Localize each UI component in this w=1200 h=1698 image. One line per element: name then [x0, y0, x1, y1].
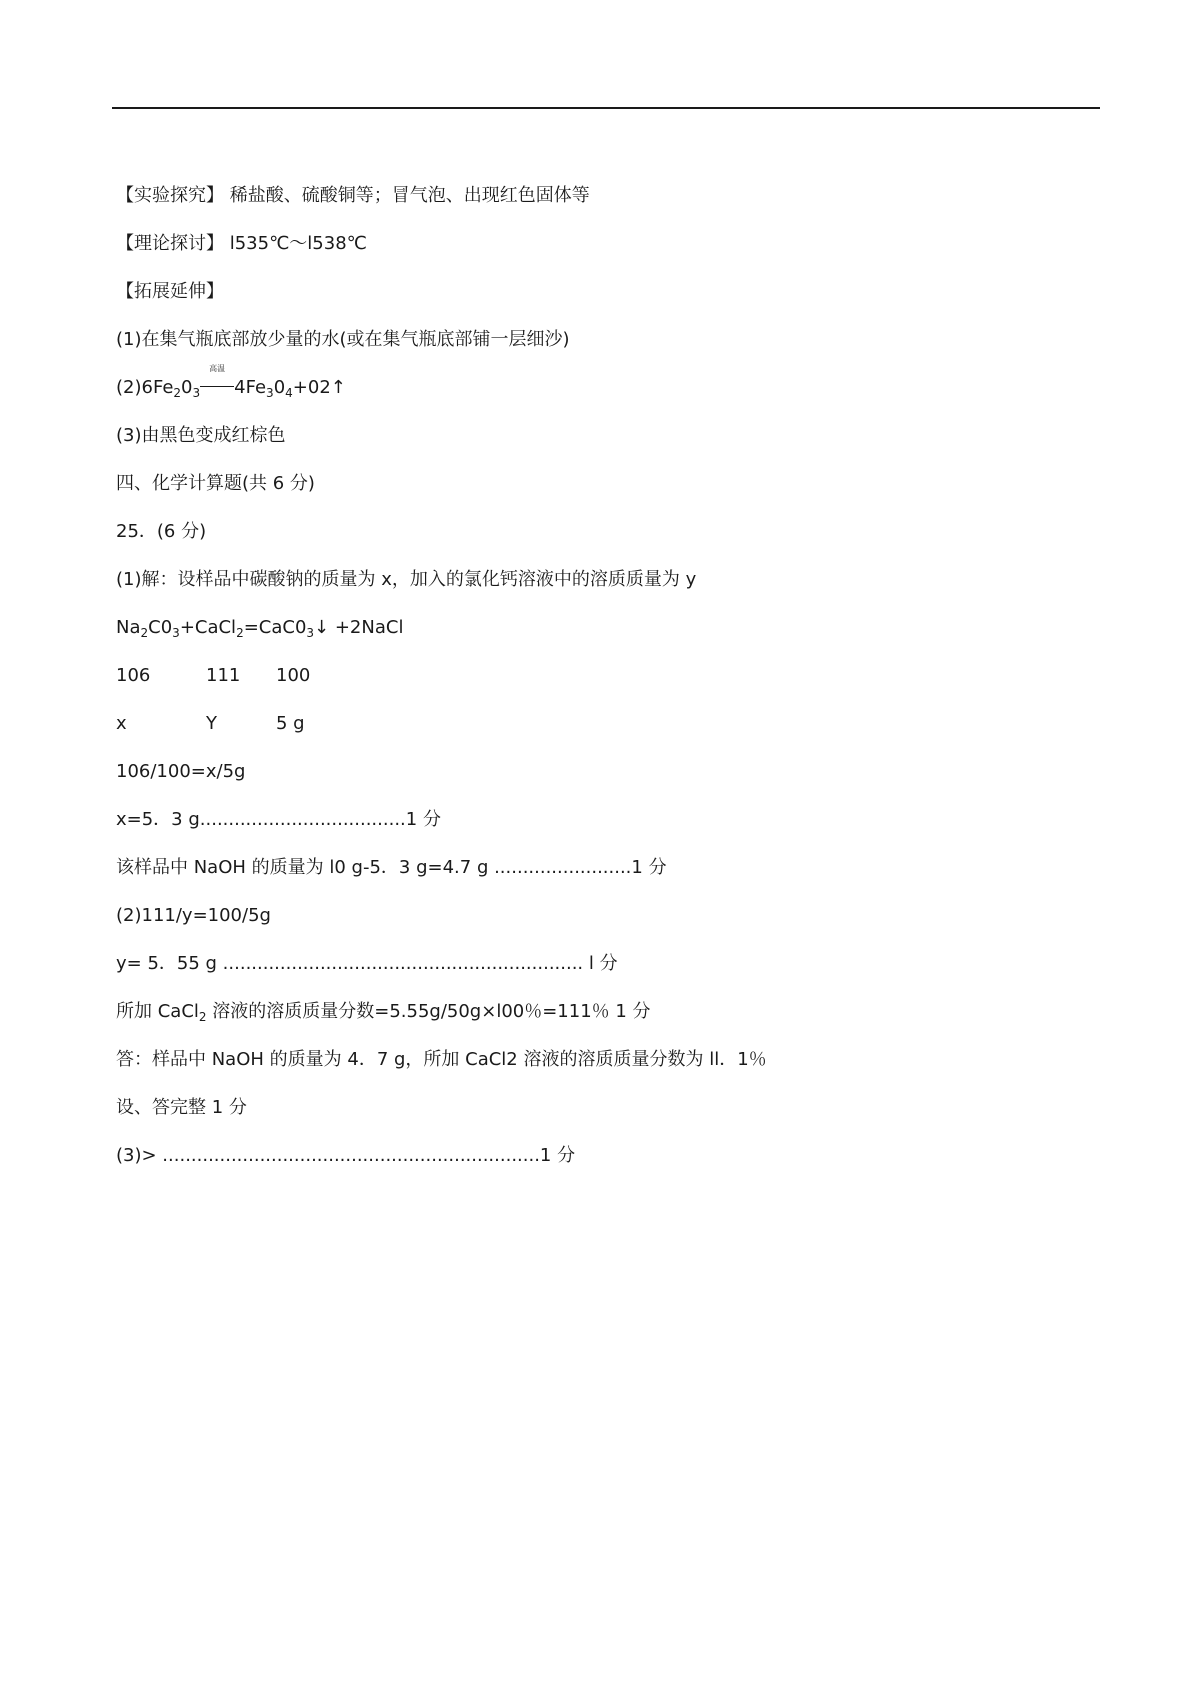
header-rule [112, 107, 1100, 109]
question-number: 25．(6 分) [116, 521, 207, 542]
extension-heading: 【拓展延伸】 [116, 281, 224, 302]
extension-item-2-equation: $(2)6Fe_20_3$ 高温 $4Fe_30_4+02↑$ [116, 364, 346, 400]
mass-fraction-line: 所加 CaCl$_2$ 溶液的溶质质量分数=5.55g/50g×l00％=111％ 1 分 [116, 1001, 651, 1024]
answer-content [116, 182, 1096, 1190]
ratio-equation-1: 106/100=x/5g [116, 761, 246, 782]
answer-line: 答：样品中 NaOH 的质量为 4．7 g，所加 CaCl2 溶液的溶质质量分数为 ll．1％ [116, 1049, 767, 1070]
scoring-note: 设、答完整 1 分 [116, 1097, 247, 1118]
result-y: y= 5．55 g ............................................................... l 分 [116, 953, 618, 974]
part-3-answer: (3)> ..................................................................1 分 [116, 1145, 576, 1166]
ratio-equation-2: (2)111/y=100/5g [116, 905, 271, 926]
extension-item-3: (3)由黑色变成红棕色 [116, 425, 286, 446]
chemical-equation: $Na_2C0_3+CaCl_2=CaC0_3↓$ +2NaCl [116, 617, 404, 640]
reaction-condition: 高温 [200, 374, 234, 402]
naoh-mass-line: 该样品中 NaOH 的质量为 l0 g-5．3 g=4.7 g ........................1 分 [116, 857, 667, 878]
solution-setup: (1)解：设样品中碳酸钠的质量为 x，加入的氯化钙溶液中的溶质质量为 y [116, 569, 697, 590]
molar-mass-row: 106 111 100 [116, 665, 311, 686]
theory-line: 【理论探讨】 l535℃～l538℃ [116, 233, 367, 254]
extension-item-1: (1)在集气瓶底部放少量的水(或在集气瓶底部铺一层细沙) [116, 329, 570, 350]
result-x: x=5．3 g....................................1 分 [116, 809, 441, 830]
unknowns-row: x Y 5 g [116, 713, 305, 734]
experiment-line: 【实验探究】 稀盐酸、硫酸铜等；冒气泡、出现红色固体等 [116, 185, 590, 206]
section-heading: 四、化学计算题(共 6 分) [116, 473, 315, 494]
